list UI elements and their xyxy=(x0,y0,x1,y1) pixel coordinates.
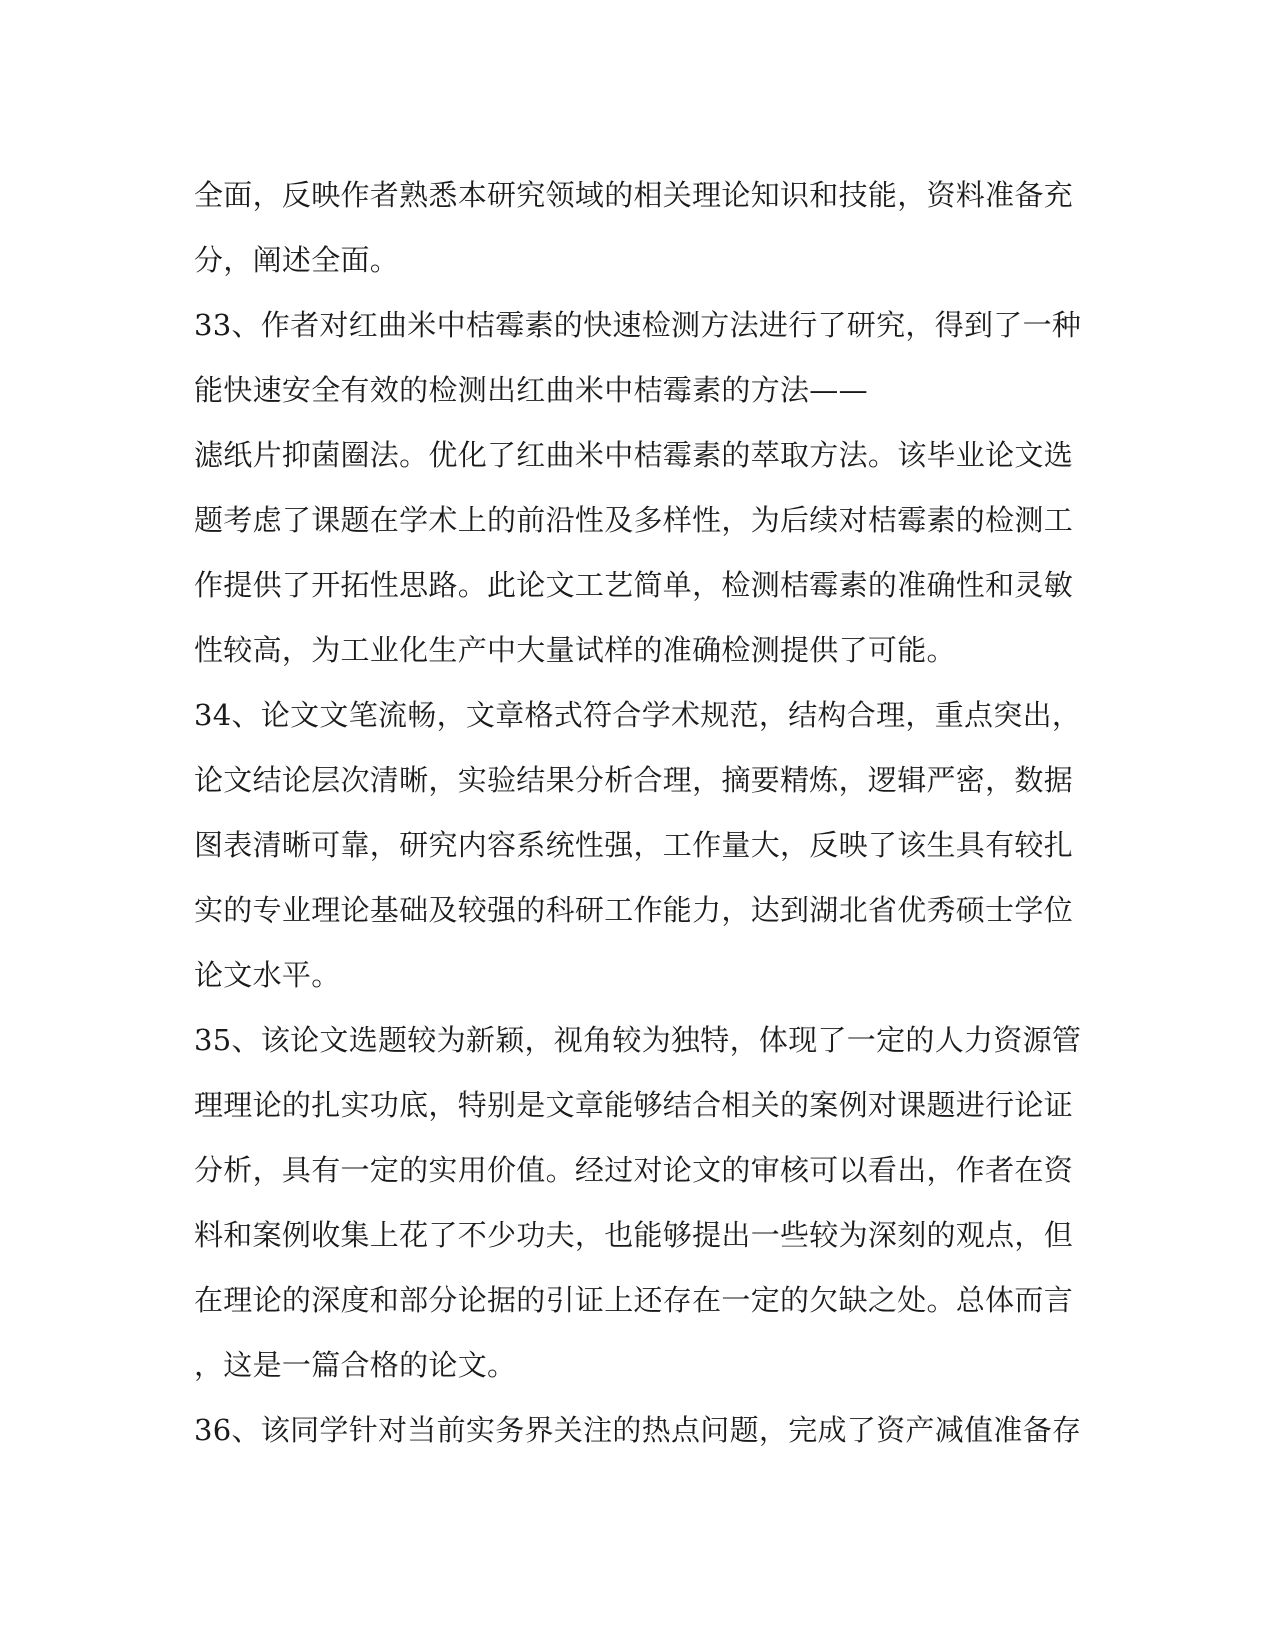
text-line: 36、该同学针对当前实务界关注的热点问题，完成了资产减值准备存 xyxy=(194,1413,1082,1447)
text-line: 论文结论层次清晰，实验结果分析合理，摘要精炼，逻辑严密，数据 xyxy=(194,763,1074,797)
text-line: 滤纸片抑菌圈法。优化了红曲米中桔霉素的萃取方法。该毕业论文选 xyxy=(194,438,1074,472)
text-line: 论文水平。 xyxy=(194,958,341,992)
text-line: 作提供了开拓性思路。此论文工艺简单，检测桔霉素的准确性和灵敏 xyxy=(194,568,1074,602)
text-line: 33、作者对红曲米中桔霉素的快速检测方法进行了研究，得到了一种 xyxy=(194,308,1082,342)
text-line: 全面，反映作者熟悉本研究领域的相关理论知识和技能，资料准备充 xyxy=(194,178,1074,212)
text-line: 分，阐述全面。 xyxy=(194,243,400,277)
text-line: 料和案例收集上花了不少功夫，也能够提出一些较为深刻的观点，但 xyxy=(194,1218,1074,1252)
text-line: 35、该论文选题较为新颖，视角较为独特，体现了一定的人力资源管 xyxy=(194,1023,1082,1057)
text-line: 能快速安全有效的检测出红曲米中桔霉素的方法—— xyxy=(194,373,868,407)
body-text xyxy=(194,163,1082,1463)
text-line: 图表清晰可靠，研究内容系统性强，工作量大，反映了该生具有较扎 xyxy=(194,828,1074,862)
text-line: 题考虑了课题在学术上的前沿性及多样性，为后续对桔霉素的检测工 xyxy=(194,503,1074,537)
text-line: 在理论的深度和部分论据的引证上还存在一定的欠缺之处。总体而言 xyxy=(194,1283,1074,1317)
text-line: 理理论的扎实功底，特别是文章能够结合相关的案例对课题进行论证 xyxy=(194,1088,1074,1122)
text-line: 34、论文文笔流畅，文章格式符合学术规范，结构合理，重点突出， xyxy=(194,698,1082,732)
text-line: 性较高，为工业化生产中大量试样的准确检测提供了可能。 xyxy=(194,633,956,667)
text-line: 分析，具有一定的实用价值。经过对论文的审核可以看出，作者在资 xyxy=(194,1153,1074,1187)
text-line: 实的专业理论基础及较强的科研工作能力，达到湖北省优秀硕士学位 xyxy=(194,893,1074,927)
text-line: ，这是一篇合格的论文。 xyxy=(194,1348,517,1382)
